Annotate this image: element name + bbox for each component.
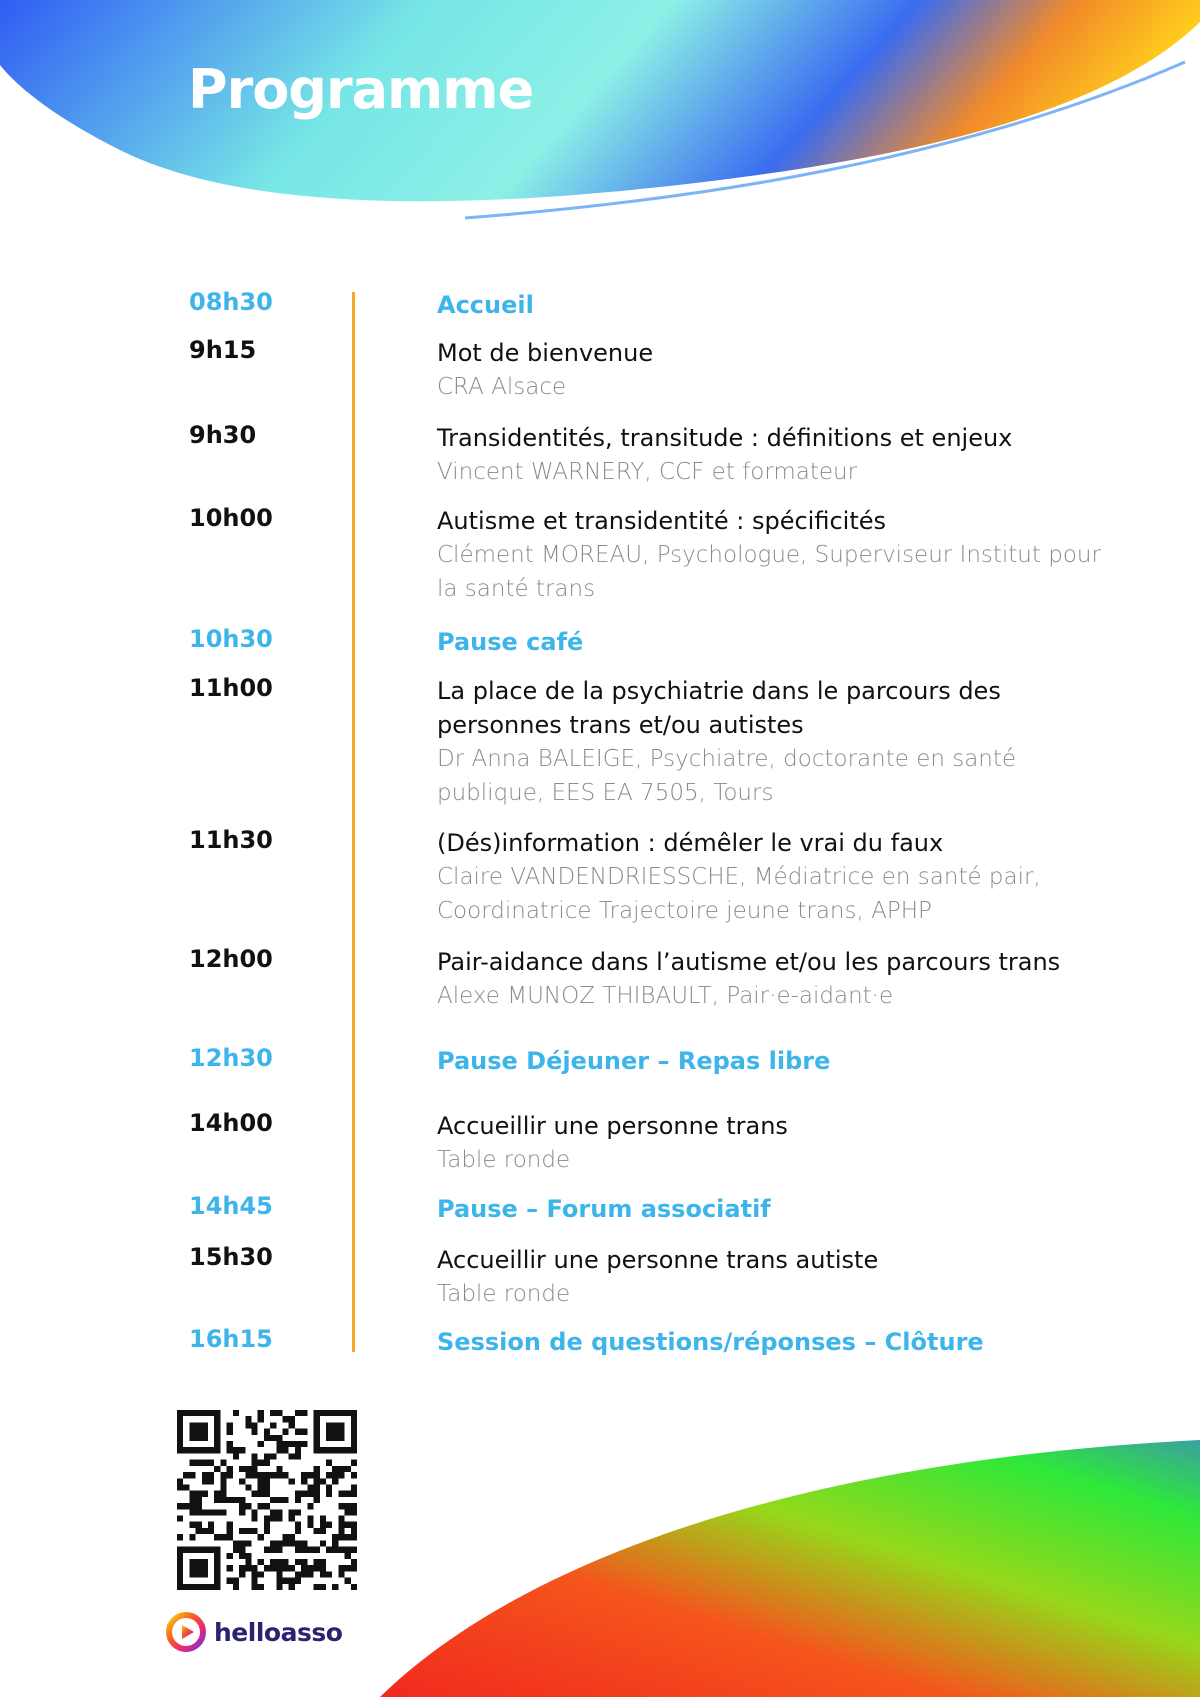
entry-subtitle: Alexe MUNOZ THIBAULT, Pair·e-aidant·e [437,983,894,1009]
entry-title: Autisme et transidentité : spécificités [437,507,886,535]
timeline-divider [352,292,355,1352]
entry-time: 11h30 [189,826,273,854]
helloasso-logo-text: helloasso [214,1617,343,1647]
entry-title: Pair-aidance dans l’autisme et/ou les parcours trans [437,948,1061,976]
entry-time: 12h30 [189,1044,273,1072]
entry-time: 08h30 [189,288,273,316]
entry-title: Pause Déjeuner – Repas libre [437,1047,831,1075]
entry-title: Pause – Forum associatif [437,1195,771,1223]
entry-time: 14h45 [189,1192,273,1220]
entry-time: 9h30 [189,421,257,449]
entry-time: 10h30 [189,625,273,653]
entry-time: 11h00 [189,674,273,702]
entry-title: La place de la psychiatrie dans le parcours des personnes trans et/ou autistes [437,677,1001,739]
entry-subtitle: Table ronde [437,1147,571,1173]
helloasso-logo-icon [166,1612,206,1652]
entry-time: 12h00 [189,945,273,973]
entry-title: Transidentités, transitude : définitions et enjeux [437,424,1013,452]
entry-time: 16h15 [189,1325,273,1353]
entry-subtitle: Vincent WARNERY, CCF et formateur [437,459,858,485]
entry-title: Accueillir une personne trans autiste [437,1246,879,1274]
entry-title: Mot de bienvenue [437,339,654,367]
helloasso-logo[interactable] [166,1610,342,1654]
entry-subtitle: CRA Alsace [437,374,567,400]
entry-subtitle: Dr Anna BALEIGE, Psychiatre, doctorante en santé publique, EES EA 7505, Tours [437,746,1017,806]
entry-time: 14h00 [189,1109,273,1137]
entry-subtitle: Claire VANDENDRIESSCHE, Médiatrice en santé pair, Coordinatrice Trajectoire jeune trans, APHP [437,864,1041,924]
page-title: Programme [188,58,534,121]
entry-title: Pause café [437,628,584,656]
entry-time: 10h00 [189,504,273,532]
entry-title: Session de questions/réponses – Clôture [437,1328,984,1356]
entry-subtitle: Clément MOREAU, Psychologue, Superviseur Institut pour la santé trans [437,542,1101,602]
entry-title: (Dés)information : démêler le vrai du faux [437,829,944,857]
top-wave [0,0,1200,201]
entry-title: Accueillir une personne trans [437,1112,788,1140]
bottom-wave [380,1440,1200,1697]
entry-title: Accueil [437,291,534,319]
entry-subtitle: Table ronde [437,1281,571,1307]
qr-code[interactable] [177,1410,357,1590]
entry-time: 15h30 [189,1243,273,1271]
entry-time: 9h15 [189,336,257,364]
